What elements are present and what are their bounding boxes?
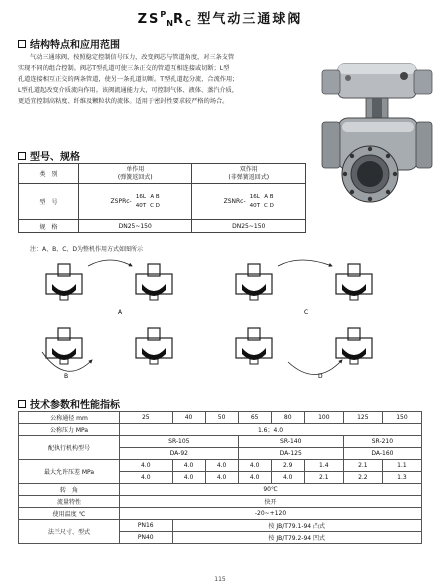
square-bullet-icon <box>18 152 26 160</box>
dp-value: 2.2 <box>343 472 382 484</box>
page-number: 115 <box>214 576 226 583</box>
pn-label: 公称压力 MPa <box>19 424 120 436</box>
double-title: 双作用 <box>239 165 258 173</box>
section1-line: L型孔道起改变介质流向作用。该阀流通能力大，可控制气体、液体、蒸汽介质， <box>18 87 239 94</box>
spec-label: 规 格 <box>19 220 79 233</box>
type-label: 类 别 <box>19 164 79 184</box>
double-acting-header <box>192 164 306 184</box>
pn16-value: 按 JB/T79.1-94 凸式 <box>172 520 421 532</box>
square-bullet-icon <box>18 400 26 408</box>
square-bullet-icon <box>18 40 26 48</box>
flow-label: 流量特性 <box>19 496 120 508</box>
dn-value: 50 <box>205 412 238 424</box>
pn16-label: PN16 <box>120 520 173 532</box>
title-sup: P <box>160 10 167 19</box>
title-r: R <box>172 12 185 27</box>
dp-value: 1.4 <box>304 460 343 472</box>
dp-value: 4.0 <box>120 472 173 484</box>
flange-label <box>19 520 120 544</box>
dp-value: 2.1 <box>343 460 382 472</box>
model-label: 型 号 <box>19 184 79 220</box>
section1-line: 孔道连接相互正交的两条管道，使另一条孔道切断。T型孔道起分流、合流作用； <box>18 76 239 83</box>
actuator-sr: SR-210 <box>343 436 421 448</box>
dp-value: 4.0 <box>120 460 173 472</box>
mode-note: 注：A、B、C、D为整机作用方式如图所示 <box>30 246 144 253</box>
temp-value: -20~+120 <box>120 508 422 520</box>
section1-heading-text: 结构特点和应用范围 <box>30 40 120 51</box>
pn-value: 1.6；4.0 <box>120 424 422 436</box>
section3-heading <box>18 396 120 411</box>
dn-value: 100 <box>304 412 343 424</box>
double-opt-40: 40T <box>249 202 261 209</box>
single-title: 单作用 <box>126 165 145 173</box>
double-opt-16: 16L <box>249 193 260 200</box>
actuator-da: DA-125 <box>238 448 343 460</box>
single-opt-40: 40T <box>135 202 147 209</box>
dp-value: 2.9 <box>271 460 304 472</box>
title-prefix: ZS <box>137 12 161 27</box>
model-spec-table <box>18 163 306 233</box>
dn-value: 25 <box>120 412 173 424</box>
single-letters-ab: A B <box>150 193 160 200</box>
pn40-label: PN40 <box>120 532 173 544</box>
title-text: 型气动三通球阀 <box>197 12 303 27</box>
dp-value: 4.0 <box>172 460 205 472</box>
actuator-sr: SR-140 <box>238 436 343 448</box>
dp-value: 1.1 <box>382 460 421 472</box>
diagram-label-c: C <box>304 309 309 316</box>
actuator-da: DA-92 <box>120 448 239 460</box>
dp-value: 2.1 <box>304 472 343 484</box>
dn-value: 40 <box>172 412 205 424</box>
double-model-code: ZSNRc- <box>223 198 246 205</box>
dp-value: 4.0 <box>205 460 238 472</box>
section1-line: 更适宜控制高粘度、纤维及颗粒状的流体。适用于密封性要求较严格的场合。 <box>18 98 229 105</box>
temp-label: 使用温度 ℃ <box>19 508 120 520</box>
action-mode-diagram <box>36 256 416 386</box>
title-sub: N <box>166 19 173 28</box>
section2-heading-text: 型号、规格 <box>30 152 80 163</box>
angle-value: 90℃ <box>120 484 422 496</box>
dp-value: 4.0 <box>205 472 238 484</box>
dp-value: 4.0 <box>238 460 271 472</box>
double-spec: DN25~150 <box>192 220 306 233</box>
angle-label: 转 角 <box>19 484 120 496</box>
double-sub: (非弹簧返回式) <box>228 173 270 181</box>
flange-label-text: 法兰尺寸、型式 <box>47 529 90 536</box>
dp-value: 4.0 <box>172 472 205 484</box>
single-spec: DN25~150 <box>78 220 192 233</box>
section1-body <box>18 52 308 107</box>
single-letters-cd: C D <box>150 202 160 209</box>
diagram-label-d: D <box>318 373 323 380</box>
dn-value: 150 <box>382 412 421 424</box>
valve-photo <box>308 56 438 218</box>
page-title <box>0 8 440 27</box>
section1-line: 气动三通球阀，按照稳定控制信号压力，改变阀芯与管道角度，对三条支管 <box>30 54 235 61</box>
double-letters-cd: C D <box>264 202 274 209</box>
tech-params-table <box>18 411 422 544</box>
dn-value: 80 <box>271 412 304 424</box>
single-opt-16: 16L <box>135 193 146 200</box>
dp-value: 4.0 <box>238 472 271 484</box>
section1-heading <box>18 36 120 51</box>
flow-value: 快开 <box>120 496 422 508</box>
single-sub: (弹簧返回式) <box>117 173 153 181</box>
dp-label: 最大允许压差 MPa <box>19 460 120 484</box>
pn40-value: 按 JB/T79.2-94 凹式 <box>172 532 421 544</box>
title-rsub: C <box>184 19 191 28</box>
double-letters-ab: A B <box>264 193 274 200</box>
dp-value: 1.3 <box>382 472 421 484</box>
section3-heading-text: 技术参数和性能指标 <box>30 400 120 411</box>
actuator-label: 配执行机构型号 <box>19 436 120 460</box>
single-model-code: ZSPRc- <box>110 198 132 205</box>
dp-value: 4.0 <box>271 472 304 484</box>
diagram-label-b: B <box>64 373 69 380</box>
double-model-cell <box>192 184 306 220</box>
actuator-sr: SR-105 <box>120 436 239 448</box>
single-model-cell <box>78 184 192 220</box>
diagram-label-a: A <box>118 309 123 316</box>
single-acting-header <box>78 164 192 184</box>
dn-label: 公称通径 mm <box>19 412 120 424</box>
dn-value: 65 <box>238 412 271 424</box>
dn-value: 125 <box>343 412 382 424</box>
actuator-da: DA-160 <box>343 448 421 460</box>
section1-line: 实现不同的组合控制。阀芯T型孔道可使三条正交的管道互相连接或切断；L型 <box>18 65 230 72</box>
section2-heading <box>18 148 80 163</box>
